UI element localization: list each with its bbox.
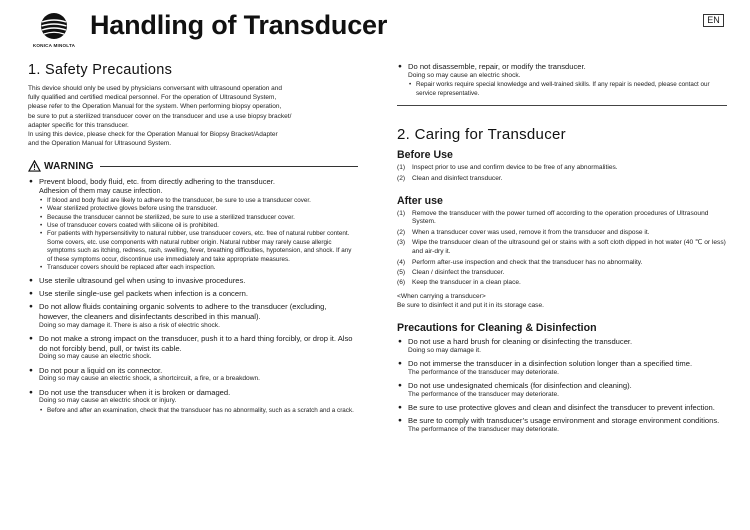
warning-text: Do not allow fluids containing organic solvents to adhere to the transducer (excluding, however, the cleaners and disinfectants described in this manual).	[39, 302, 327, 322]
step-text: Keep the transducer in a clean place.	[412, 279, 521, 287]
intro-line: be sure to put a sterilized transducer cover on the transducer and use a use biopsy bracket/	[28, 112, 292, 120]
cleaning-text: Be sure to use protective gloves and clean and disinfect the transducer to prevent infection.	[408, 403, 715, 413]
after-use-step	[397, 269, 727, 278]
warning-detail: • Repair works require special knowledge and well-trained skills. If any repair is needed, please contact our service representative.	[408, 81, 727, 98]
carry-note-title: <When carrying a transducer>	[397, 293, 486, 301]
cleaning-item	[397, 381, 727, 399]
logo-text: KONICA MINOLTA	[32, 43, 76, 48]
warning-item	[28, 289, 358, 299]
cleaning-list	[397, 337, 727, 435]
warning-triangle-icon	[28, 160, 41, 172]
before-use-step	[397, 164, 727, 173]
warning-consequence: Doing so may cause an electric shock.	[39, 353, 152, 361]
before-use-list	[397, 164, 727, 183]
warning-consequence: Adhesion of them may cause infection.	[39, 186, 163, 196]
carry-note-text: Be sure to disinfect it and put it in its storage case.	[397, 302, 544, 310]
cleaning-consequence: Doing so may damage it.	[408, 346, 481, 354]
step-text: Wipe the transducer clean of the ultrasound gel or stains with a soft cloth dipped in hot water (40 ℃ or less) and air-dry it.	[412, 239, 726, 256]
warning-text: Do not pour a liquid on its connector.	[39, 365, 163, 375]
language-badge: EN	[703, 14, 724, 27]
warning-detail-list	[39, 407, 358, 415]
warning-text: Do not disassemble, repair, or modify the transducer.	[408, 62, 586, 71]
before-use-step	[397, 175, 727, 184]
cleaning-item	[397, 403, 727, 413]
warning-item	[28, 276, 358, 286]
step-number: (4)	[397, 258, 406, 266]
intro-line: This device should only be used by physicians conversant with ultrasound operation and	[28, 85, 283, 92]
step-number: (6)	[397, 279, 406, 287]
cleaning-item	[397, 416, 727, 434]
cleaning-consequence: The performance of the transducer may deteriorate.	[408, 368, 559, 376]
after-use-heading: After use	[397, 194, 443, 207]
right-column	[397, 62, 727, 438]
warning-item	[28, 334, 358, 362]
cleaning-item	[397, 337, 727, 355]
step-text: Remove the transducer with the power turned off according to the operation procedures of Ultrasound System.	[412, 209, 709, 226]
cleaning-text: Do not use a hard brush for cleaning or disinfecting the transducer.	[408, 337, 633, 347]
step-text: When a transducer cover was used, remove it from the transducer and dispose it.	[412, 228, 650, 236]
warning-item	[28, 388, 358, 416]
step-text: Clean and disinfect transducer.	[412, 174, 503, 182]
intro-line: fully qualified and certified medical personnel. For the operation of Ultrasound System,	[28, 94, 277, 102]
step-number: (2)	[397, 228, 406, 236]
konica-minolta-globe-icon	[40, 12, 68, 40]
warning-item	[28, 366, 358, 384]
warning-label: WARNING	[44, 160, 94, 172]
safety-heading: 1. Safety Precautions	[28, 62, 173, 78]
step-number: (3)	[397, 239, 406, 247]
after-use-step	[397, 259, 727, 268]
warning-detail-list	[39, 197, 358, 273]
cleaning-text: Do not use undesignated chemicals (for disinfection and cleaning).	[408, 381, 632, 391]
cleaning-item	[397, 359, 727, 377]
caring-heading: 2. Caring for Transducer	[397, 126, 566, 144]
warning-text: Prevent blood, body fluid, etc. from directly adhering to the transducer.	[39, 177, 275, 187]
warning-item	[28, 302, 358, 330]
cleaning-heading: Precautions for Cleaning & Disinfection	[397, 322, 597, 335]
warning-header	[28, 160, 358, 172]
intro-line: and the Operation Manual for Ultrasound System.	[28, 140, 172, 148]
step-text: Inspect prior to use and confirm device to be free of any abnormalities.	[412, 164, 618, 172]
step-text: Clean / disinfect the transducer.	[412, 268, 505, 276]
after-use-step	[397, 229, 727, 238]
page-title: Handling of Transducer	[90, 10, 388, 40]
warning-list	[28, 177, 358, 415]
brand-logo	[26, 12, 82, 48]
intro-line: adapter specific for this transducer.	[28, 121, 129, 129]
intro-line: In using this device, please check for the Operation Manual for Biopsy Bracket/Adapter	[28, 131, 278, 139]
warning-item	[28, 177, 358, 272]
warning-detail: • Because the transducer cannot be sterilized, be sure to use a sterilized transducer cover.	[39, 214, 358, 222]
warning-detail: • For patients with hypersensitivity to natural rubber, use transducer covers, etc. free of natural rubber content. Some covers, etc. use components with natural rubber origin. Natural rubber may rarely cause allergic symptoms such as itching, redness, rash, swelling, fever, breathing difficulties, hypotension, and shock. If any of these symptoms occur, discontinue use immediately and take appropriate measures.	[39, 230, 358, 264]
after-use-list	[397, 210, 727, 289]
carry-note	[397, 293, 727, 311]
cleaning-text: Be sure to comply with transducer’s usage environment and storage environment conditions.	[408, 416, 720, 426]
warning-consequence: Doing so may cause an electric shock or injury.	[39, 397, 177, 405]
step-number: (2)	[397, 174, 406, 182]
step-number: (5)	[397, 268, 406, 276]
warning-detail: • Before and after an examination, check that the transducer has no abnormality, such as a scratch and a crack.	[39, 407, 358, 415]
after-use-step	[397, 239, 727, 257]
step-number: (1)	[397, 164, 406, 172]
section-divider	[397, 105, 727, 106]
safety-intro	[28, 84, 358, 148]
intro-line: please refer to the Operation Manual for the system. When performing biopsy operation,	[28, 103, 282, 111]
warning-detail: • Transducer covers should be replaced after each inspection.	[39, 264, 358, 272]
cleaning-consequence: The performance of the transducer may deteriorate.	[408, 390, 559, 398]
step-text: Perform after-use inspection and check that the transducer has no abnormality.	[412, 258, 643, 266]
warning-consequence: Doing so may cause an electric shock.	[408, 71, 521, 79]
warning-text: Do not make a strong impact on the transducer, push it to a hard thing forcibly, or drop it. Also do not forcibly bend, pull, or twist its cable.	[39, 334, 353, 353]
warning-text: Use sterile ultrasound gel when using to invasive procedures.	[39, 276, 246, 286]
before-use-heading: Before Use	[397, 149, 453, 162]
warning-detail-list	[408, 81, 727, 98]
cleaning-consequence: The performance of the transducer may deteriorate.	[408, 425, 559, 433]
after-use-step	[397, 210, 727, 228]
after-use-step	[397, 279, 727, 288]
warning-consequence: Doing so may cause an electric shock, a shortcircuit, a fire, or a breakdown.	[39, 375, 260, 383]
warning-item	[397, 62, 727, 98]
warning-detail: • Use of transducer covers coated with silicone oil is prohibited.	[39, 222, 358, 230]
warning-divider	[100, 166, 358, 167]
step-number: (1)	[397, 209, 406, 217]
warning-consequence: Doing so may damage it. There is also a risk of electric shock.	[39, 321, 220, 329]
warning-text: Use sterile single-use gel packets when infection is a concern.	[39, 289, 248, 299]
cleaning-text: Do not immerse the transducer in a disinfection solution longer than a specified time.	[408, 359, 693, 369]
warning-text: Do not use the transducer when it is broken or damaged.	[39, 387, 231, 397]
left-column	[28, 62, 358, 419]
warning-detail: • If blood and body fluid are likely to adhere to the transducer, be sure to use a transducer cover.	[39, 197, 358, 205]
warning-detail: • Wear sterilized protective gloves before using the transducer.	[39, 205, 358, 213]
warning-list-continued	[397, 62, 727, 98]
